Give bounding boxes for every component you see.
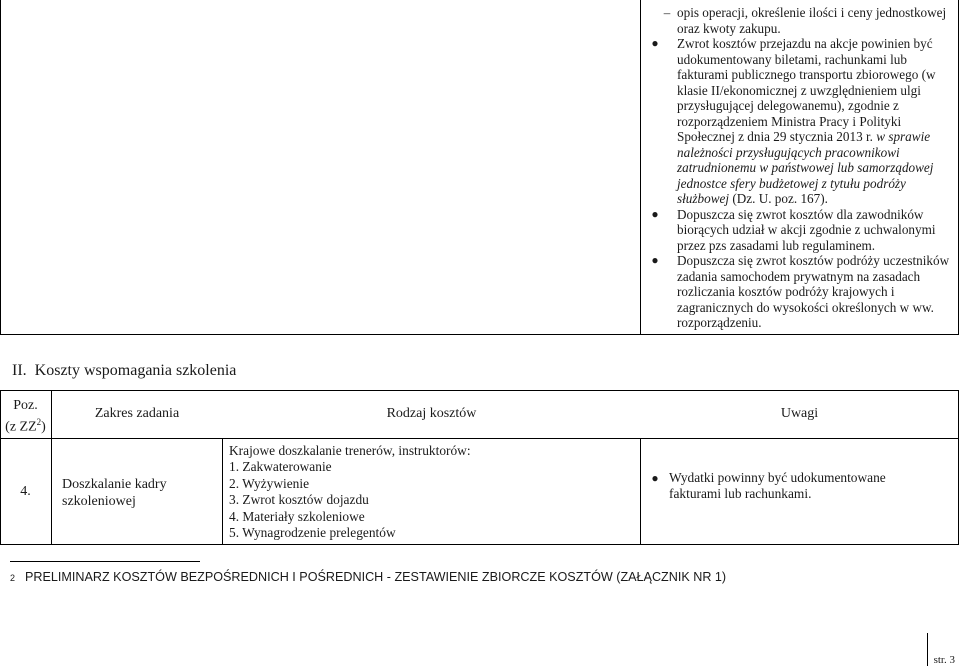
footnote-separator: [10, 561, 200, 562]
list-item: ● Zwrot kosztów przejazdu na akcje powinien być udokumentowany biletami, rachunkami lub fakturami publicznego transportu zbiorowego (w klasie II/ekonomicznej z uwzględnieniem ulgi przysługującej delegowanemu), zgodnie z rozporządzeniem Ministra Pracy i Polityki Społecznej z dnia 29 stycznia 2013 r. w sprawie należności przysługujących pracownikowi zatrudnionemu w państwowej lub samorządowej jednostce sfery budżetowej z tytułu podróży służbowej (Dz. U. poz. 167).: [651, 36, 951, 207]
row-poz: 4.: [20, 484, 31, 499]
footnote: 2 PRELIMINARZ KOSZTÓW BEZPOŚREDNICH I POŚREDNICH - ZESTAWIENIE ZBIORCZE KOSZTÓW (ZAŁĄCZNIK NR 1): [10, 570, 727, 584]
header-rodzaj: Rodzaj kosztów: [386, 406, 477, 421]
row-uwagi: ● Wydatki powinny być udokumentowane fakturami lub rachunkami.: [645, 470, 939, 502]
bullet-icon: ●: [651, 253, 659, 267]
table-border: [0, 334, 959, 335]
table-border: [640, 0, 641, 335]
bullet-icon: ●: [651, 471, 659, 485]
header-zakres: Zakres zadania: [94, 406, 180, 421]
table-border: [0, 0, 1, 335]
header-uwagi: Uwagi: [780, 406, 819, 421]
list-item: – opis operacji, określenie ilości i ceny jednostkowej oraz kwoty zakupu.: [663, 5, 947, 36]
header-poz: Poz. (z $ZZ^2$): [5, 398, 46, 435]
bullet-icon: ●: [651, 206, 659, 221]
page-number: str. 3: [933, 654, 955, 666]
row-rodzaj: Krajowe doszkalanie trenerów, instruktorów: 1. Zakwaterowanie 2. Wyżywienie 3. Zwrot kosztów dojazdu 4. Materiały szkoleniowe 5. Wynagrodzenie prelegentów: [229, 443, 471, 541]
list-item: ● Dopuszcza się zwrot kosztów podróży uczestników zadania samochodem prywatnym na zasadach rozliczania kosztów podróży krajowych i zagranicznych do wysokości określonych w ww. rozporządzeniu.: [651, 253, 951, 331]
list-item: ● Dopuszcza się zwrot kosztów dla zawodników biorących udział w akcji zgodnie z uchwalonymi przez pzs zasadami lub regulaminem.: [651, 207, 951, 254]
top-cell-notes: [651, 5, 951, 331]
bullet-icon: ●: [651, 36, 659, 50]
section-title: II. Koszty wspomagania szkolenia: [12, 362, 237, 379]
row-zakres: Doszkalanie kadry szkoleniowej: [62, 477, 167, 509]
costs-table: [0, 390, 959, 545]
